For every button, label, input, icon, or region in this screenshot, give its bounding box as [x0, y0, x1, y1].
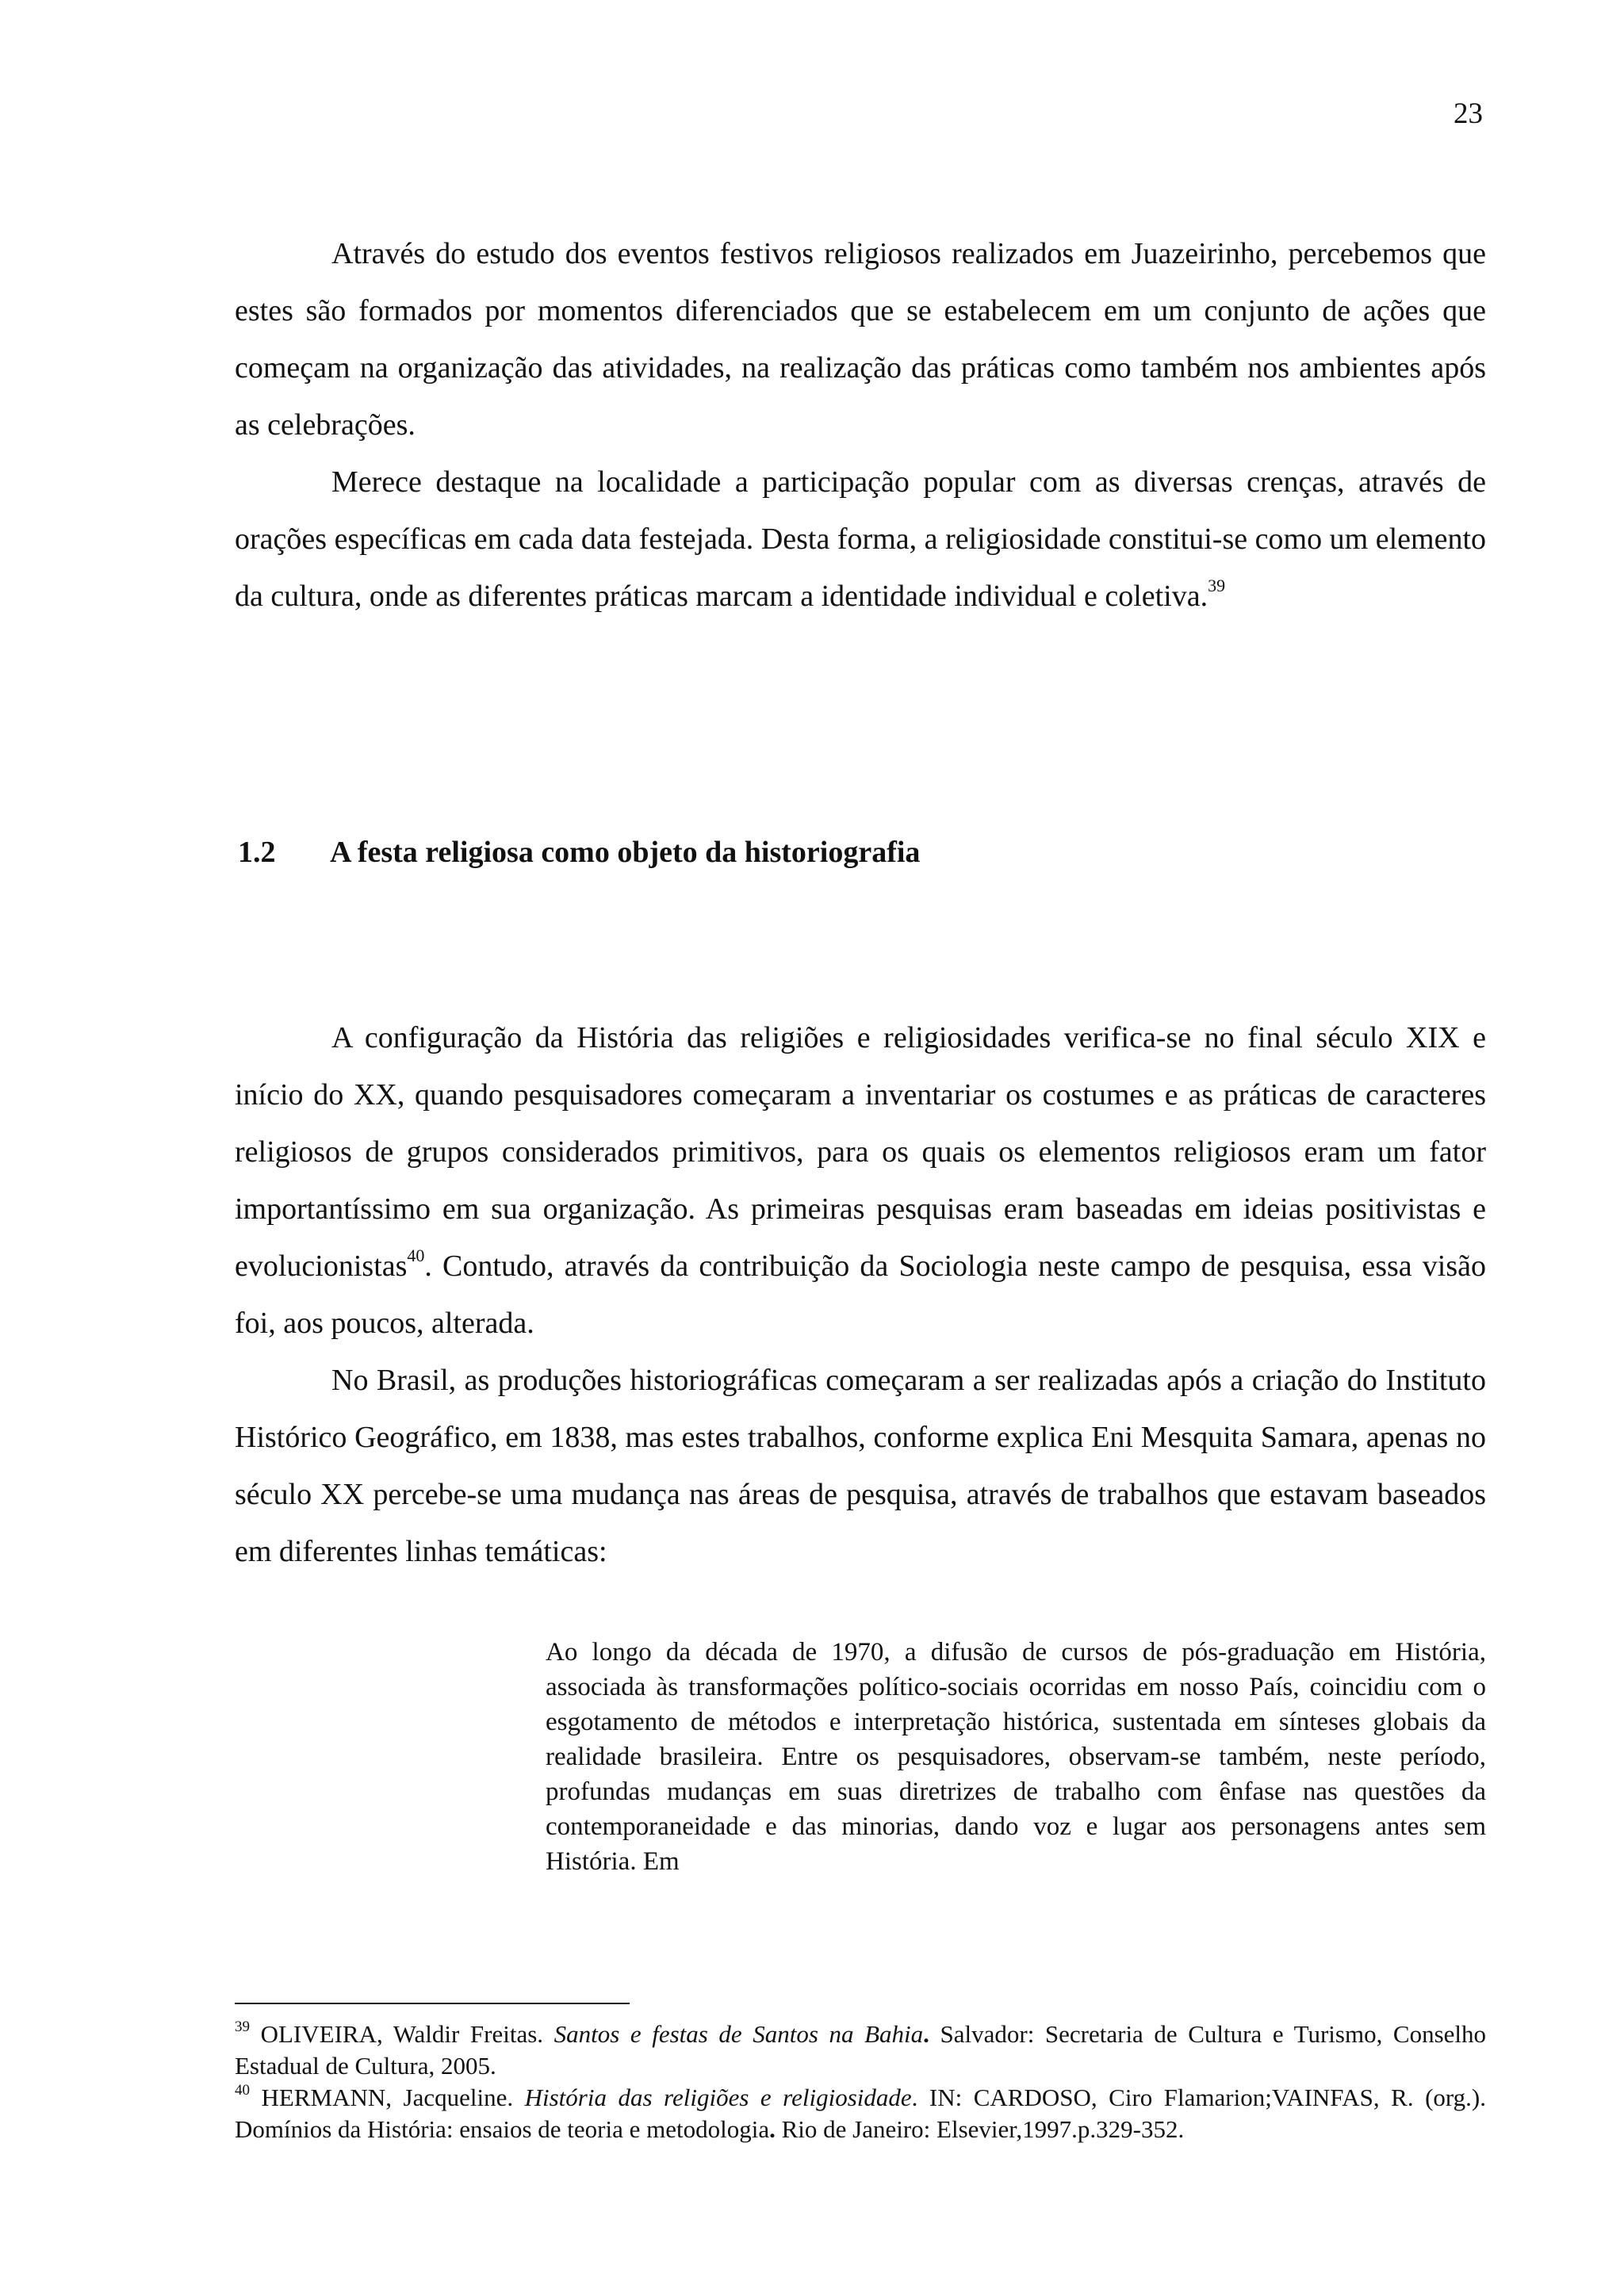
- footnote-40-dot: .: [769, 2115, 776, 2143]
- footnote-number-40: 40: [235, 2082, 250, 2099]
- block-quote-text: Ao longo da década de 1970, a difusão de cursos de pós-graduação em História, associada às transformações político-sociais ocorridas em nosso País, coincidiu com o esgotamento de métodos e interpretação histórica, sustentada em sínteses globais da realidade brasileira. Entre os pesquisadores, observam-se também, neste período, profundas mudanças em suas diretrizes de trabalho com ênfase nas questões da contemporaneidade e das minorias, dando voz e lugar aos personagens antes sem História. Em: [546, 1638, 1486, 1876]
- paragraph-3: [235, 1009, 1486, 1352]
- section-number: 1.2: [238, 836, 276, 869]
- footnote-40-rest: Rio de Janeiro: Elsevier,1997.p.329-352.: [781, 2115, 1185, 2143]
- footnote-ref-39[interactable]: 39: [1208, 576, 1226, 595]
- paragraph-1: Através do estudo dos eventos festivos religiosos realizados em Juazeirinho, percebemos que estes são formados por momentos diferenciados que se estabelecem em um conjunto de ações que começam na organização das atividades, na realização das práticas como também nos ambientes após as celebrações.: [235, 237, 1486, 442]
- footnotes: [235, 2019, 1486, 2145]
- paragraph-2: [235, 453, 1486, 625]
- block-quote: [546, 1635, 1486, 1879]
- section-heading: [238, 832, 920, 872]
- footnote-40: [235, 2082, 1486, 2145]
- footnote-40-title: História das religiões e religiosidade: [524, 2084, 912, 2111]
- section-title: A festa religiosa como objeto da historiografia: [330, 836, 921, 869]
- footnote-40-mid: . IN: CARDOSO, Ciro Flamarion;VAINFAS, R. (org.). Domínios da História: ensaios de teoria e metodologia: [235, 2084, 1486, 2143]
- paragraph-3-part-1: A configuração da História das religiões e religiosidades verifica-se no final século XIX e início do XX, quando pesquisadores começaram a inventariar os costumes e as práticas de caracteres religiosos de grupos considerados primitivos, para os quais os elementos religiosos eram um fator importantíssimo em sua organização. As primeiras pesquisas eram baseadas em ideias positivistas e evolucionistas: [235, 1021, 1486, 1283]
- footnote-separator: [235, 2003, 630, 2004]
- footnote-40-author: HERMANN, Jacqueline.: [261, 2084, 514, 2111]
- footnote-ref-40[interactable]: 40: [407, 1246, 425, 1265]
- footnote-39-title: Santos e festas de Santos na Bahia: [553, 2020, 924, 2048]
- paragraph-3-part-2: . Contudo, através da contribuição da Sociologia neste campo de pesquisa, essa visão foi, aos poucos, alterada.: [235, 1249, 1486, 1340]
- footnote-number-39: 39: [235, 2019, 250, 2035]
- paragraph-4: No Brasil, as produções historiográficas começaram a ser realizadas após a criação do Instituto Histórico Geográfico, em 1838, mas estes trabalhos, conforme explica Eni Mesquita Samara, apenas no século XX percebe-se uma mudança nas áreas de pesquisa, através de trabalhos que estavam baseados em diferentes linhas temáticas:: [235, 1364, 1486, 1568]
- historiography-section: [235, 1009, 1486, 1580]
- footnote-39: [235, 2019, 1486, 2082]
- intro-section: [235, 225, 1486, 625]
- paragraph-2-text: Merece destaque na localidade a participação popular com as diversas crenças, através de orações específicas em cada data festejada. Desta forma, a religiosidade constitui-se como um elemento da cultura, onde as diferentes práticas marcam a identidade individual e coletiva.: [235, 465, 1486, 613]
- footnote-39-dot: .: [923, 2020, 929, 2048]
- footnote-39-rest: Salvador: Secretaria de Cultura e Turismo, Conselho Estadual de Cultura, 2005.: [235, 2020, 1487, 2080]
- footnote-39-author: OLIVEIRA, Waldir Freitas.: [260, 2020, 544, 2048]
- page-number: 23: [1454, 98, 1483, 130]
